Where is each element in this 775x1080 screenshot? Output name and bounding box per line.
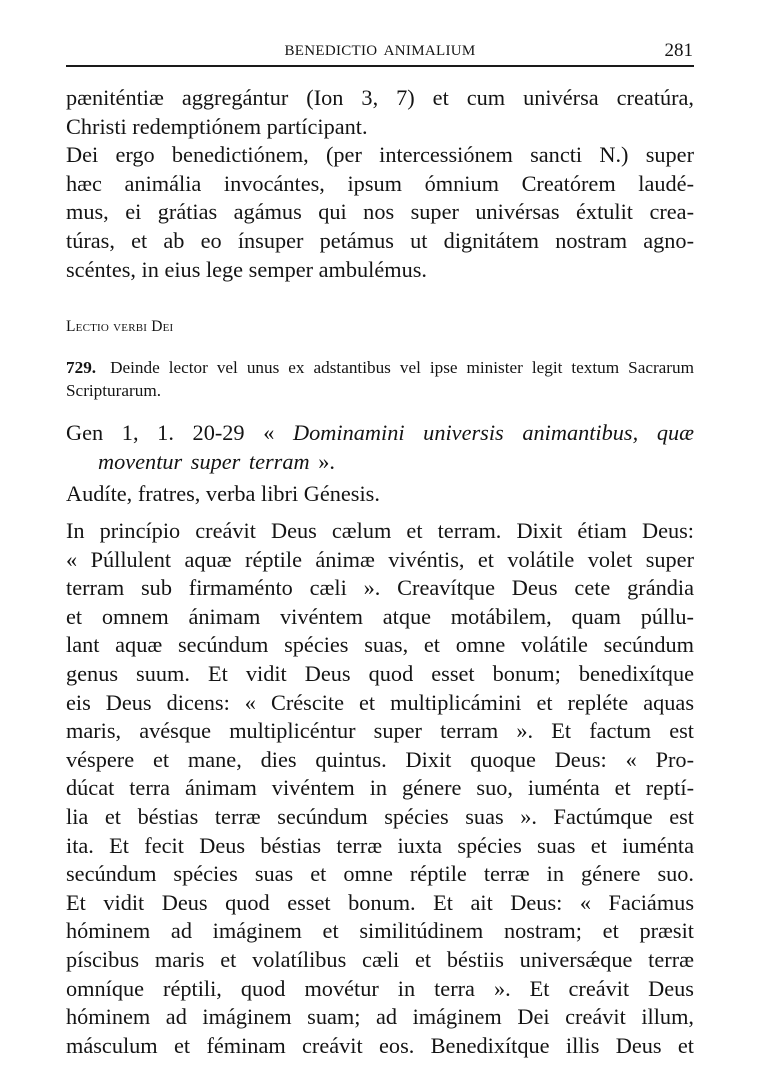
reading-line: genus suum. Et vidit Deus quod esset bonum; benedixítque (66, 660, 694, 686)
intro-line: Dei ergo benedictiónem, (per intercessiónem sancti N.) super (66, 142, 694, 168)
intro-line: Christi redemptiónem partícipant. (66, 113, 368, 139)
reading-line: Et vidit Deus quod esset bonum. Et ait Deus: « Faciámus (66, 889, 694, 915)
reading-line: « Púllulent aquæ réptile ánimæ vivéntis, et volátile volet super (66, 546, 694, 572)
reading-line: píscibus maris et volatílibus cæli et béstiis universǽque terræ (66, 946, 694, 972)
reading-text (66, 517, 694, 1060)
reading-line: lant aquæ secúndum spécies suas, et omne volátile secúndum (66, 632, 694, 658)
rubric-text: Deinde lector vel unus ex adstantibus vel ipse minister legit textum Sacrarum Scripturarum. (66, 358, 694, 400)
citation-line-2 (66, 447, 694, 476)
reading-line: maris, avésque multiplicéntur super terram ». Et factum est (66, 718, 694, 744)
rubric-paragraph (66, 356, 694, 402)
header-rule (66, 65, 694, 67)
intro-paragraph (66, 84, 694, 284)
scripture-citation (66, 418, 694, 476)
intro-line: pæniténtiæ aggregántur (Ion 3, 7) et cum univérsa creatúra, (66, 85, 694, 110)
announcement-line: Audíte, fratres, verba libri Génesis. (66, 481, 380, 506)
intro-line: mus, ei grátias agámus qui nos super univérsas éxtulit crea- (66, 199, 694, 225)
running-head (66, 42, 694, 62)
paragraph-number: 729. (66, 358, 97, 377)
reading-line: véspere et mane, dies quintus. Dixit quoque Deus: « Pro- (66, 746, 694, 772)
close-quote: ». (318, 449, 335, 474)
open-quote: « (263, 420, 275, 445)
reading-line: terram sub firmaménto cæli ». Creavítque Deus cete grándia (66, 575, 694, 601)
running-title: BENEDICTIO ANIMALIUM (284, 43, 476, 59)
reading-line: eis Deus dicens: « Créscite et multiplicámini et repléte aquas (66, 689, 694, 715)
intro-line: hæc animália invocántes, ipsum ómnium Creatórem laudé- (66, 170, 694, 196)
citation-title-part2: moventur super terram (98, 449, 310, 474)
reading-line: hóminem ad imáginem et similitúdinem nostram; et præsit (66, 918, 694, 944)
reading-line: et omnem ánimam vivéntem atque motábilem, quam púllu- (66, 603, 694, 629)
intro-line: scéntes, in eius lege semper ambulémus. (66, 256, 427, 282)
reading-line: ita. Et fecit Deus béstias terræ iuxta spécies suas et iuménta (66, 832, 694, 858)
intro-line: túras, et ab eo ínsuper petámus ut dignitátem nostram agno- (66, 227, 694, 253)
section-heading: Lectio verbi Dei (66, 318, 174, 335)
reading-line: secúndum spécies suas et omne réptile terræ in génere suo. (66, 861, 694, 887)
reading-announcement (66, 480, 694, 509)
reading-line: lia et béstias terræ secúndum spécies suas ». Factúmque est (66, 803, 694, 829)
reading-line: In princípio creávit Deus cælum et terram. Dixit étiam Deus: (66, 518, 694, 543)
page-number: 281 (664, 40, 693, 61)
reading-line: másculum et féminam creávit eos. Benedixítque illis Deus et (66, 1032, 694, 1058)
citation-title-part1: Dominamini universis animantibus, quæ (293, 420, 694, 445)
citation-line-1 (66, 418, 694, 447)
reading-line: dúcat terra ánimam vivéntem in génere suo, iuménta et reptí- (66, 775, 694, 801)
reading-line: omníque réptili, quod movétur in terra ». Et creávit Deus (66, 975, 694, 1001)
reading-line: hóminem ad imáginem suam; ad imáginem Dei creávit illum, (66, 1004, 694, 1030)
citation-reference: Gen 1, 1. 20-29 (66, 420, 245, 445)
